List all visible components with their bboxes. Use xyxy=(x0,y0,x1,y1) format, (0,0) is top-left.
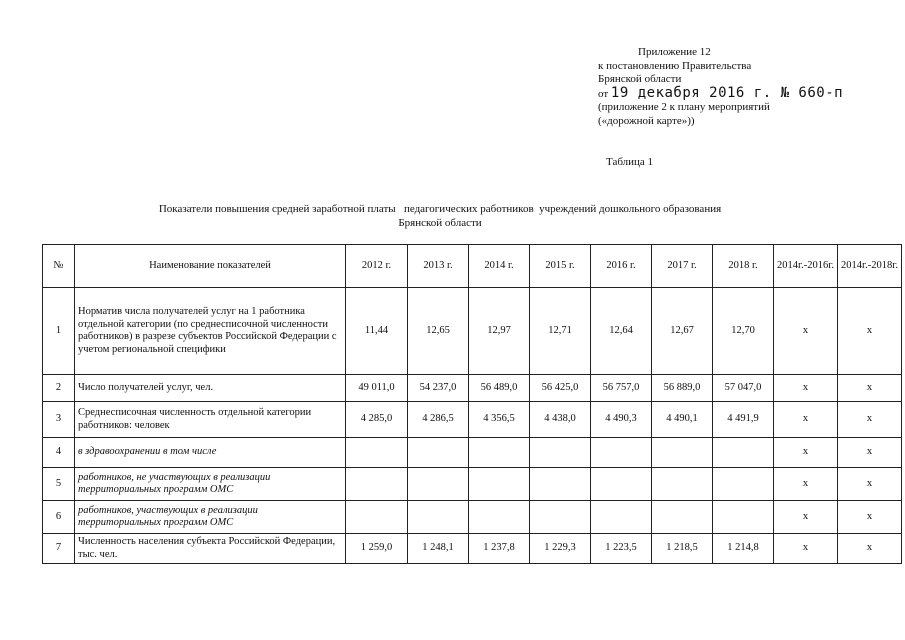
header-period-2014-2016: 2014г.-2016г. xyxy=(774,245,838,288)
cell-2016 xyxy=(591,438,652,468)
header-indicator-name: Наименование показателей xyxy=(75,245,346,288)
appendix-date-number: 19 декабря 2016 г. № 660-п xyxy=(610,84,844,101)
row-indicator-name: в здравоохранении в том числе xyxy=(75,438,346,468)
cell-2018 xyxy=(713,438,774,468)
cell-2017: 12,67 xyxy=(652,288,713,375)
cell-2017 xyxy=(652,501,713,534)
table-row xyxy=(43,468,902,501)
row-number: 3 xyxy=(43,402,75,438)
cell-2018 xyxy=(713,501,774,534)
header-year-2015: 2015 г. xyxy=(530,245,591,288)
appendix-number: Приложение 12 xyxy=(638,46,711,58)
cell-2015 xyxy=(530,501,591,534)
header-period-2014-2018: 2014г.-2018г. xyxy=(838,245,902,288)
cell-2013 xyxy=(408,438,469,468)
cell-2014 xyxy=(469,501,530,534)
table-row xyxy=(43,288,902,375)
cell-period-2014-2018: х xyxy=(838,501,902,534)
cell-2018: 4 491,9 xyxy=(713,402,774,438)
row-indicator-name: работников, не участвующих в реализации территориальных программ ОМС xyxy=(75,468,346,501)
cell-2015: 1 229,3 xyxy=(530,534,591,564)
header-number: № xyxy=(43,245,75,288)
appendix-note-line2: («дорожной карте»)) xyxy=(598,114,695,127)
cell-period-2014-2018: х xyxy=(838,438,902,468)
cell-period-2014-2018: х xyxy=(838,534,902,564)
row-indicator-name: Среднесписочная численность отдельной категории работников: человек xyxy=(75,402,346,438)
header-year-2016: 2016 г. xyxy=(591,245,652,288)
cell-2012 xyxy=(346,438,408,468)
cell-2015 xyxy=(530,438,591,468)
appendix-note-line1: (приложение 2 к плану мероприятий xyxy=(598,101,770,113)
cell-2013 xyxy=(408,501,469,534)
cell-2016 xyxy=(591,501,652,534)
cell-period-2014-2016: х xyxy=(774,375,838,402)
table-label: Таблица 1 xyxy=(606,156,654,168)
cell-2015: 56 425,0 xyxy=(530,375,591,402)
header-year-2018: 2018 г. xyxy=(713,245,774,288)
row-indicator-name: Численность населения субъекта Российской Федерации, тыс. чел. xyxy=(75,534,346,564)
document-title-line1: Показатели повышения средней заработной платы педагогических работников учреждений дошкольного образования xyxy=(158,203,722,215)
cell-2013: 54 237,0 xyxy=(408,375,469,402)
row-indicator-name: Норматив числа получателей услуг на 1 работника отдельной категории (по среднесписочной численности работников) в разрезе субъектов Российской Федерации с учетом региональной специфики xyxy=(75,288,346,375)
row-indicator-name: работников, участвующих в реализации территориальных программ ОМС xyxy=(75,501,346,534)
cell-period-2014-2018: х xyxy=(838,402,902,438)
header-year-2017: 2017 г. xyxy=(652,245,713,288)
cell-2016: 12,64 xyxy=(591,288,652,375)
cell-2012: 11,44 xyxy=(346,288,408,375)
table-header-row xyxy=(43,245,902,288)
cell-2014 xyxy=(469,468,530,501)
cell-2016: 1 223,5 xyxy=(591,534,652,564)
cell-2016: 4 490,3 xyxy=(591,402,652,438)
cell-2017 xyxy=(652,468,713,501)
cell-2012 xyxy=(346,468,408,501)
row-indicator-name: Число получателей услуг, чел. xyxy=(75,375,346,402)
cell-2014: 12,97 xyxy=(469,288,530,375)
cell-2015 xyxy=(530,468,591,501)
row-number: 1 xyxy=(43,288,75,375)
cell-period-2014-2018: х xyxy=(838,288,902,375)
cell-period-2014-2018: х xyxy=(838,468,902,501)
appendix-block xyxy=(598,46,843,128)
cell-2014: 4 356,5 xyxy=(469,402,530,438)
cell-2017: 56 889,0 xyxy=(652,375,713,402)
cell-period-2014-2016: х xyxy=(774,438,838,468)
cell-2015: 12,71 xyxy=(530,288,591,375)
header-year-2014: 2014 г. xyxy=(469,245,530,288)
table-row xyxy=(43,375,902,402)
cell-2012 xyxy=(346,501,408,534)
cell-2018: 12,70 xyxy=(713,288,774,375)
cell-2016 xyxy=(591,468,652,501)
appendix-date-line xyxy=(598,84,844,102)
cell-2012: 1 259,0 xyxy=(346,534,408,564)
cell-2013: 12,65 xyxy=(408,288,469,375)
header-year-2013: 2013 г. xyxy=(408,245,469,288)
cell-2017: 1 218,5 xyxy=(652,534,713,564)
cell-2018: 1 214,8 xyxy=(713,534,774,564)
cell-2012: 49 011,0 xyxy=(346,375,408,402)
cell-2017 xyxy=(652,438,713,468)
cell-2014 xyxy=(469,438,530,468)
document-title xyxy=(60,202,820,230)
row-number: 7 xyxy=(43,534,75,564)
appendix-reference: к постановлению Правительства xyxy=(598,59,752,72)
document-title-line2: Брянской области xyxy=(398,217,482,229)
cell-2016: 56 757,0 xyxy=(591,375,652,402)
cell-period-2014-2016: х xyxy=(774,402,838,438)
cell-2013: 4 286,5 xyxy=(408,402,469,438)
cell-2013: 1 248,1 xyxy=(408,534,469,564)
table-row xyxy=(43,501,902,534)
cell-period-2014-2016: х xyxy=(774,534,838,564)
cell-2014: 1 237,8 xyxy=(469,534,530,564)
row-number: 2 xyxy=(43,375,75,402)
cell-2012: 4 285,0 xyxy=(346,402,408,438)
cell-period-2014-2016: х xyxy=(774,288,838,375)
cell-2018: 57 047,0 xyxy=(713,375,774,402)
row-number: 5 xyxy=(43,468,75,501)
table-row xyxy=(43,534,902,564)
table-row xyxy=(43,402,902,438)
table-row xyxy=(43,438,902,468)
cell-2018 xyxy=(713,468,774,501)
row-number: 6 xyxy=(43,501,75,534)
cell-2015: 4 438,0 xyxy=(530,402,591,438)
cell-period-2014-2016: х xyxy=(774,501,838,534)
cell-2014: 56 489,0 xyxy=(469,375,530,402)
row-number: 4 xyxy=(43,438,75,468)
cell-2017: 4 490,1 xyxy=(652,402,713,438)
indicators-table xyxy=(42,244,902,564)
cell-period-2014-2016: х xyxy=(774,468,838,501)
header-year-2012: 2012 г. xyxy=(346,245,408,288)
cell-period-2014-2018: х xyxy=(838,375,902,402)
appendix-region: Брянской области xyxy=(598,73,682,85)
appendix-date-prefix: от xyxy=(598,87,609,100)
cell-2013 xyxy=(408,468,469,501)
